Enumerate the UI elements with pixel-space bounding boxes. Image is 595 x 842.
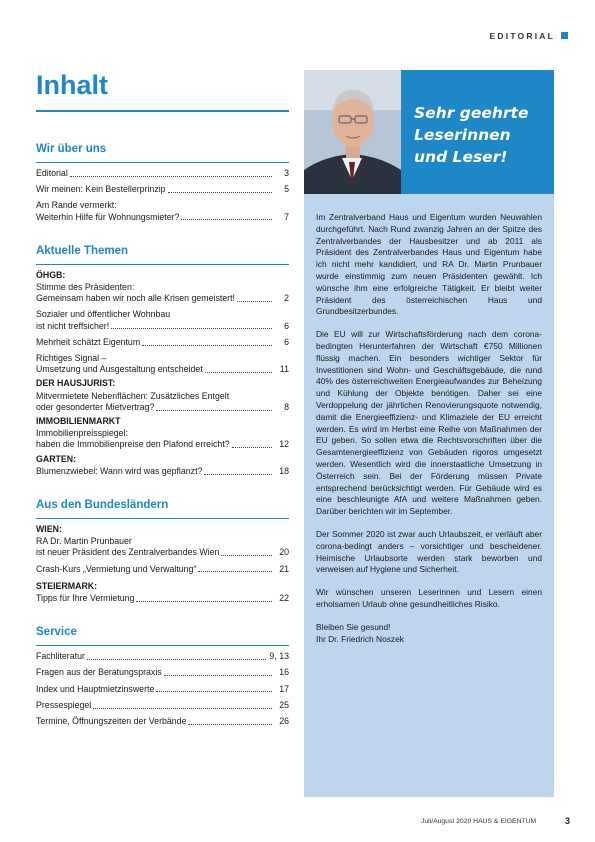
salutation-box	[401, 70, 554, 194]
editorial-panel	[304, 194, 554, 797]
toc-entry-editorial[interactable]: Editorial 3	[36, 168, 289, 178]
toc-entry-blumenzwiebel[interactable]: Blumenzwiebel: Wann wird was gepflanzt? 18	[36, 465, 289, 476]
toc-section-heading: Aktuelle Themen	[36, 242, 289, 265]
toc-entry-mehrheit-eigentum[interactable]: Mehrheit schätzt Eigentum 6	[36, 336, 289, 347]
toc-category: IMMOBILIENMARKT	[36, 416, 121, 427]
toc-entry-nebenflaechen[interactable]: Mitvermietete Nebenflächen: Zusätzliches Entgelt oder gesonderter Mietvertrag? 8	[36, 390, 289, 412]
toc-entry-wir-meinen[interactable]: Wir meinen: Kein Bestellerprinzip 5	[36, 184, 289, 195]
editorial-salutation: Sehr geehrte Leserinnen und Leser!	[414, 104, 529, 166]
toc-title: Inhalt	[36, 70, 108, 100]
toc-entry-stimme-praesident[interactable]: Stimme des Präsidenten: Gemeinsam haben wir noch alle Krisen gemeistert! 2	[36, 282, 289, 304]
toc-entry-tipps-vermietung[interactable]: Tipps für Ihre Vermietung 22	[36, 593, 289, 604]
page-number: 3	[565, 816, 571, 826]
toc-category: GARTEN:	[36, 453, 77, 464]
editorial-body	[304, 194, 554, 645]
editorial-paragraph: Die EU will zur Wirtschaftsförderung nach dem corona-bedingten Herunterfahren der Wirtschaft €750 Millionen flüssig machen. Ein besonders wichtiger Sektor für Investitionen sind Wohn- und Geschäftsgebäude, die rund 40% des österreichweiten Energieaufwandes zur Beheizung und Kühlung der Objekte benötigen. Daher sei eine Verdoppelung der jährlichen Renovierungsquote notwendig, damit die Energieeffizienz- und Klimaziele der EU erreicht werden. Es wird im Herbst eine Reihe von Maßnahmen der EU geben. So sollen etwa die Rechtsvorschriften über die Gesamtenergieeffizienz von Gebäuden rigoros umgesetzt werden. Wesentlich wird die innerstaatliche Umsetzung in Österreich sein. Bei der Förderung müssen Private entsprechend berücksichtigt werden. Für Gebäude wird es eine beschleunigte AfA und weitere Maßnahmen geben. Darüber berichten wir im September.	[316, 329, 542, 517]
author-portrait	[304, 70, 401, 194]
toc-section-heading: Aus den Bundesländern	[36, 496, 289, 519]
toc-category: DER HAUSJURIST:	[36, 378, 116, 389]
table-of-contents	[36, 140, 289, 732]
toc-title-rule	[36, 110, 289, 112]
toc-section-heading: Wir über uns	[36, 140, 289, 163]
editorial-paragraph: Wir wünschen unseren Leserinnen und Lesern einen erholsamen Urlaub ohne gesundheitliches Risiko.	[316, 587, 542, 609]
toc-entry-fachliteratur[interactable]: Fachliteratur 9, 13	[36, 651, 289, 662]
toc-section-bundeslaender	[36, 496, 289, 604]
toc-entry-immobilienpreisspiegel[interactable]: Immobilienpreisspiegel: haben die Immobilienpreise den Plafond erreicht? 12	[36, 428, 289, 450]
portrait-illustration	[304, 70, 401, 194]
toc-entry-prunbauer[interactable]: RA Dr. Martin Prunbauer ist neuer Präsident des Zentralverbandes Wien 20	[36, 536, 289, 558]
editorial-closing: Bleiben Sie gesund!	[316, 621, 391, 632]
toc-section-wir-ueber-uns	[36, 140, 289, 223]
section-label: EDITORIAL	[489, 31, 555, 41]
toc-category: WIEN:	[36, 524, 62, 535]
toc-entry-am-rande[interactable]: Am Rande vermerkt: Weiterhin Hilfe für Wohnungsmieter? 7	[36, 200, 289, 222]
toc-category: STEIERMARK:	[36, 580, 98, 591]
toc-entry-termine[interactable]: Termine, Öffnungszeiten der Verbände 26	[36, 716, 289, 727]
toc-entry-index[interactable]: Index und Hauptmietzinswerte 17	[36, 683, 289, 694]
toc-section-aktuelle-themen	[36, 242, 289, 477]
editorial-paragraph: Im Zentralverband Haus und Eigentum wurden Neuwahlen durchgeführt. Nach Rund zwanzig Jahren an der Spitze des Zentralverbandes der Hausbesitzer und ab 2011 als Präsident des Zentralverbandes Haus und Eigentum habe ich nicht mehr kandidiert, und RA Dr. Martin Prunbauer wurde einstimmig zum neuen Präsidenten gewählt. Ich wünsche ihm eine erfolgreiche Tätigkeit. Er bleibt weiter Präsident des österreichischen Haus und Grundbesitzerbundes.	[316, 212, 542, 317]
toc-category: ÖHGB:	[36, 269, 66, 280]
toc-entry-beratungspraxis[interactable]: Fragen aus der Beratungspraxis 16	[36, 667, 289, 678]
section-marker	[561, 32, 568, 39]
toc-entry-pressespiegel[interactable]: Pressespiegel 25	[36, 699, 289, 710]
toc-entry-richtiges-signal[interactable]: Richtiges Signal – Umsetzung und Ausgestaltung entscheidet 11	[36, 353, 289, 375]
toc-section-service	[36, 623, 289, 727]
editorial-paragraph: Der Sommer 2020 ist zwar auch Urlaubszeit, er verläuft aber corona-bedingt anders – vorsichtiger und bescheidener. Heimische Urlaubsorte werden stark beworben und verweisen auf Hygiene und Sicherheit.	[316, 528, 542, 575]
footer-issue: Juli/August 2020 HAUS & EIGENTUM	[421, 818, 537, 825]
toc-entry-sozialer-wohnbau[interactable]: Sozialer und öffentlicher Wohnbau ist nicht treffsicher! 6	[36, 309, 289, 331]
toc-section-heading: Service	[36, 623, 289, 646]
editorial-signature: Ihr Dr. Friedrich Noszek	[316, 633, 404, 644]
toc-entry-crash-kurs[interactable]: Crash-Kurs „Vermietung und Verwaltung“ 21	[36, 563, 289, 574]
